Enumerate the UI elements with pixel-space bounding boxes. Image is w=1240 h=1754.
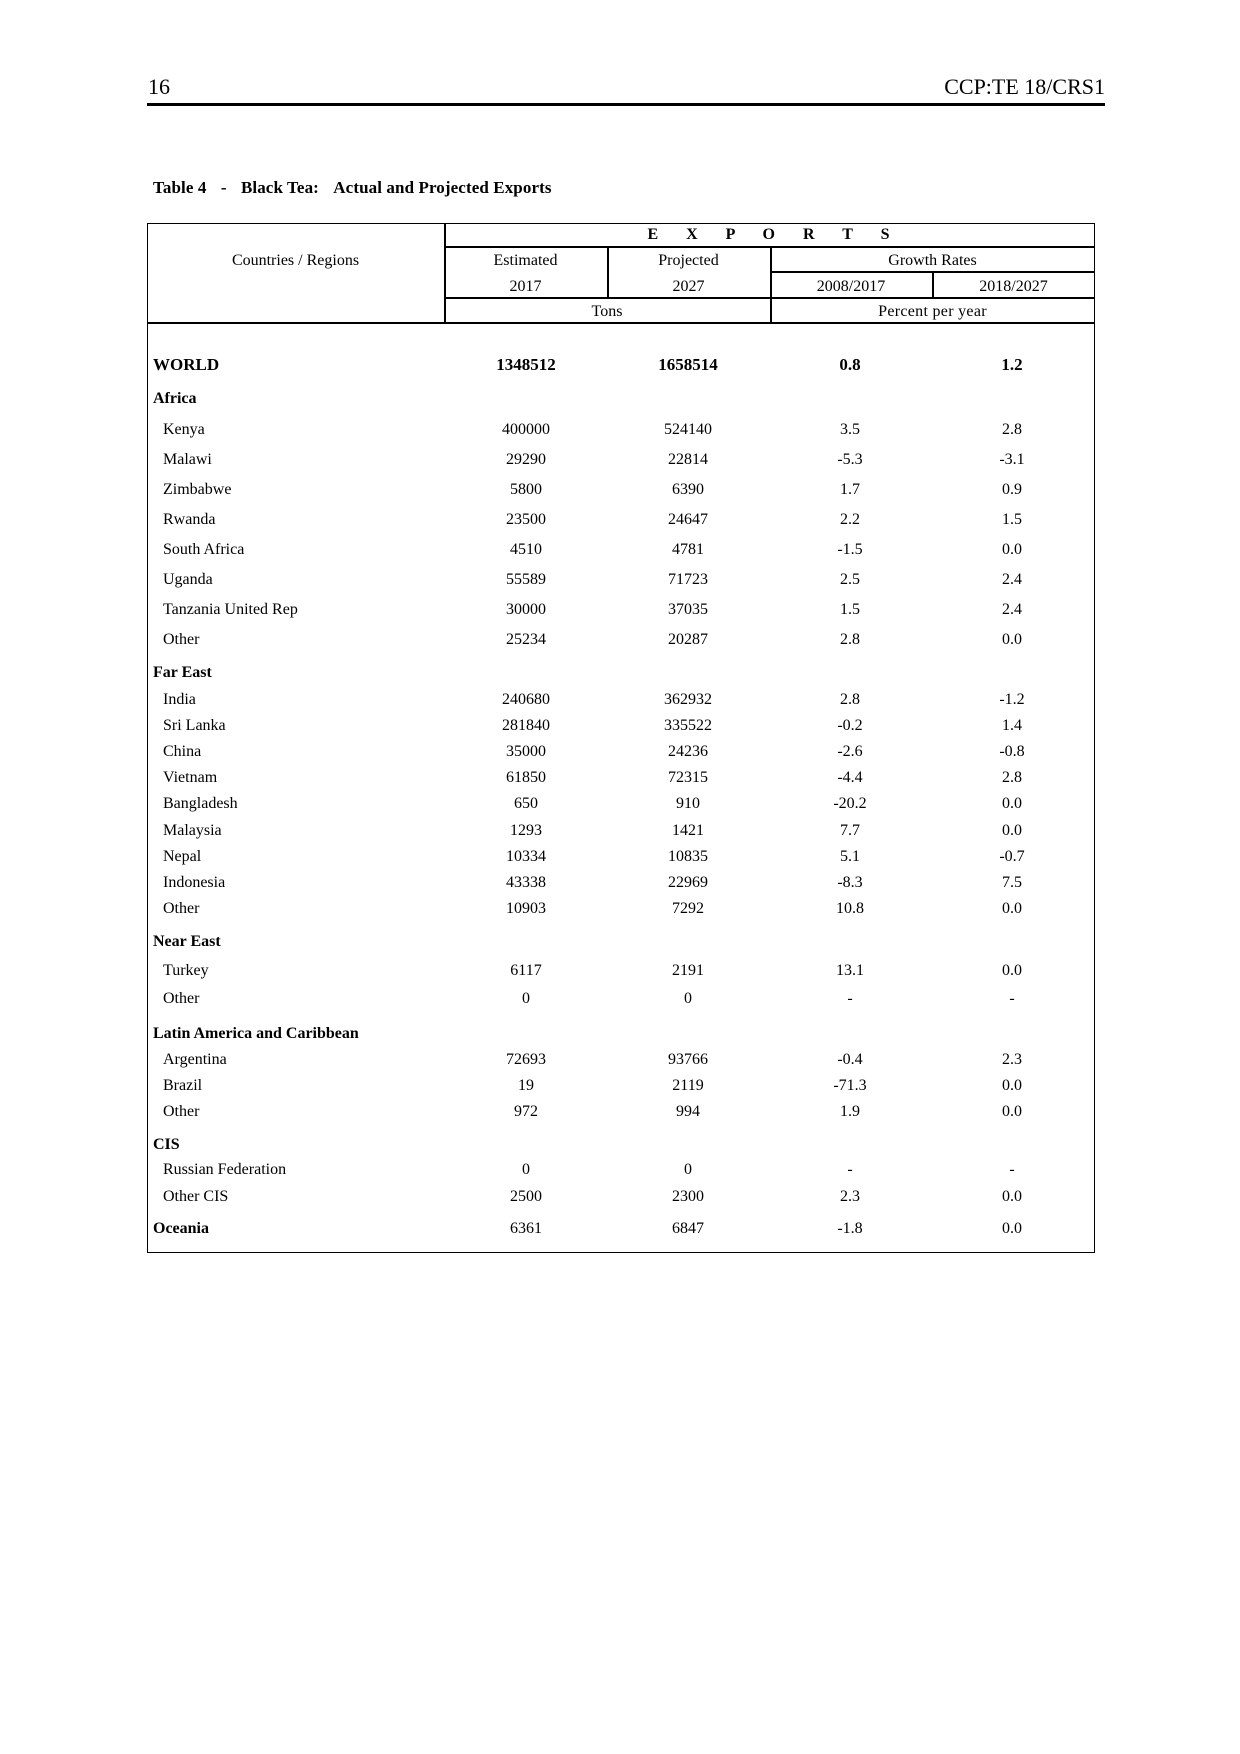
cell-projected: 22969 (668, 874, 708, 891)
cell-growth-1: 2.8 (840, 691, 860, 708)
cell-estimated: 23500 (506, 511, 546, 528)
table-row (0, 664, 1240, 690)
header-line-bottom (147, 322, 1095, 324)
cell-growth-1: -4.4 (837, 769, 863, 786)
cell-growth-2: 2.4 (1002, 571, 1022, 588)
cell-estimated: 19 (518, 1077, 534, 1094)
header-unit-percent: Percent per year (878, 303, 987, 320)
cell-growth-2: 1.2 (1001, 355, 1023, 374)
cell-growth-1: 5.1 (840, 848, 860, 865)
table-number: Table 4 (153, 178, 207, 197)
header-projected-year: 2027 (672, 278, 705, 295)
table-row (0, 631, 1240, 657)
table-row (0, 933, 1240, 959)
table-row (0, 822, 1240, 848)
cell-growth-1: 3.5 (840, 421, 860, 438)
document-code: CCP:TE 18/CRS1 (944, 74, 1105, 99)
cell-growth-1: -1.8 (837, 1220, 863, 1237)
cell-projected: 6847 (672, 1220, 704, 1237)
cell-growth-1: -8.3 (837, 874, 863, 891)
table-row (0, 451, 1240, 477)
cell-estimated: 25234 (506, 631, 546, 648)
cell-growth-1: 1.9 (840, 1103, 860, 1120)
row-label: Malawi (163, 451, 212, 468)
row-label: WORLD (153, 355, 220, 374)
row-label: Other (163, 1103, 200, 1120)
cell-growth-1: -1.5 (837, 541, 863, 558)
header-growth-period-1: 2008/2017 (816, 278, 886, 295)
cell-projected: 10835 (668, 848, 708, 865)
cell-estimated: 1293 (510, 822, 542, 839)
header-estimated: Estimated (493, 252, 558, 269)
header-rule (147, 103, 1105, 106)
cell-projected: 24236 (668, 743, 708, 760)
cell-estimated: 61850 (506, 769, 546, 786)
table-title-separator: - (220, 178, 227, 197)
cell-estimated: 4510 (510, 541, 542, 558)
cell-growth-1: 1.7 (840, 481, 860, 498)
cell-estimated: 30000 (506, 601, 546, 618)
cell-estimated: 0 (522, 1161, 530, 1178)
cell-growth-2: 7.5 (1002, 874, 1022, 891)
cell-growth-1: -2.6 (837, 743, 863, 760)
table-row (0, 848, 1240, 874)
cell-growth-2: - (1009, 990, 1015, 1007)
cell-growth-2: -3.1 (999, 451, 1025, 468)
row-label: Latin America and Caribbean (153, 1025, 359, 1042)
table-row (0, 1161, 1240, 1187)
cell-growth-2: 0.0 (1002, 962, 1022, 979)
cell-estimated: 10903 (506, 900, 546, 917)
cell-growth-2: 1.5 (1002, 511, 1022, 528)
cell-growth-2: 0.0 (1002, 541, 1022, 558)
cell-growth-2: 0.0 (1002, 1188, 1022, 1205)
cell-estimated: 5800 (510, 481, 542, 498)
table-row (0, 717, 1240, 743)
cell-projected: 524140 (664, 421, 712, 438)
cell-growth-2: - (1009, 1161, 1015, 1178)
cell-projected: 4781 (672, 541, 704, 558)
row-label: Uganda (163, 571, 213, 588)
header-growth-period-2: 2018/2027 (979, 278, 1048, 295)
cell-growth-1: -71.3 (833, 1077, 867, 1094)
cell-growth-2: 0.0 (1002, 822, 1022, 839)
table-row (0, 795, 1240, 821)
cell-estimated: 2500 (510, 1188, 542, 1205)
table-row (0, 1136, 1240, 1162)
table-row (0, 1025, 1240, 1051)
cell-growth-1: - (847, 990, 853, 1007)
cell-estimated: 650 (514, 795, 538, 812)
header-countries-regions: Countries / Regions (231, 252, 360, 269)
cell-growth-2: 2.8 (1002, 421, 1022, 438)
row-label: India (163, 691, 196, 708)
cell-growth-2: 0.9 (1002, 481, 1022, 498)
cell-growth-2: 0.0 (1002, 1077, 1022, 1094)
cell-projected: 72315 (668, 769, 708, 786)
cell-projected: 1421 (672, 822, 704, 839)
cell-projected: 20287 (668, 631, 708, 648)
row-label: Other (163, 990, 200, 1007)
cell-projected: 2300 (672, 1188, 704, 1205)
row-label: Indonesia (163, 874, 226, 891)
table-row (0, 390, 1240, 416)
row-label: Sri Lanka (163, 717, 226, 734)
header-unit-tons: Tons (591, 303, 623, 320)
cell-projected: 2191 (672, 962, 704, 979)
page-number: 16 (148, 74, 170, 99)
cell-projected: 1658514 (658, 355, 718, 374)
cell-projected: 22814 (668, 451, 708, 468)
cell-growth-1: 1.5 (840, 601, 860, 618)
row-label: Russian Federation (163, 1161, 287, 1178)
cell-growth-1: 2.5 (840, 571, 860, 588)
cell-growth-1: -5.3 (837, 451, 863, 468)
cell-projected: 0 (684, 1161, 692, 1178)
row-label: South Africa (163, 541, 245, 558)
cell-growth-1: 10.8 (836, 900, 864, 917)
cell-estimated: 55589 (506, 571, 546, 588)
cell-estimated: 972 (514, 1103, 538, 1120)
cell-growth-2: 0.0 (1002, 631, 1022, 648)
cell-growth-1: 7.7 (840, 822, 860, 839)
cell-estimated: 281840 (502, 717, 550, 734)
cell-growth-2: 0.0 (1002, 795, 1022, 812)
row-label: Turkey (163, 962, 209, 979)
cell-estimated: 6117 (510, 962, 542, 979)
table-row (0, 421, 1240, 447)
cell-projected: 362932 (664, 691, 712, 708)
table-subject: Black Tea: (240, 178, 319, 197)
cell-projected: 71723 (668, 571, 708, 588)
cell-projected: 6390 (672, 481, 704, 498)
row-label: Nepal (163, 848, 202, 865)
cell-estimated: 0 (522, 990, 530, 1007)
table-row (0, 1103, 1240, 1129)
cell-estimated: 35000 (506, 743, 546, 760)
row-label: Other CIS (163, 1188, 229, 1205)
cell-growth-2: 0.0 (1002, 1103, 1022, 1120)
cell-growth-1: 2.3 (840, 1188, 860, 1205)
cell-projected: 994 (676, 1103, 700, 1120)
cell-growth-1: -0.4 (837, 1051, 863, 1068)
row-label: China (163, 743, 202, 760)
table-row (0, 1188, 1240, 1214)
cell-growth-2: 2.8 (1002, 769, 1022, 786)
header-projected: Projected (658, 252, 719, 269)
cell-growth-2: -0.7 (999, 848, 1025, 865)
table-row (0, 511, 1240, 537)
cell-growth-2: 0.0 (1002, 1220, 1022, 1237)
table-row (0, 900, 1240, 926)
cell-projected: 37035 (668, 601, 708, 618)
cell-growth-2: -0.8 (999, 743, 1025, 760)
row-label: Near East (153, 933, 221, 950)
table-row (0, 1051, 1240, 1077)
table-row (0, 1077, 1240, 1103)
cell-projected: 24647 (668, 511, 708, 528)
table-row (0, 874, 1240, 900)
cell-estimated: 6361 (510, 1220, 542, 1237)
cell-growth-2: 1.4 (1002, 717, 1022, 734)
cell-growth-2: -1.2 (999, 691, 1025, 708)
cell-growth-2: 2.3 (1002, 1051, 1022, 1068)
cell-estimated: 10334 (506, 848, 546, 865)
table-description: Actual and Projected Exports (333, 178, 552, 197)
cell-projected: 7292 (672, 900, 704, 917)
row-label: Vietnam (163, 769, 218, 786)
cell-estimated: 240680 (502, 691, 550, 708)
table-row (0, 601, 1240, 627)
cell-projected: 93766 (668, 1051, 708, 1068)
header-estimated-year: 2017 (509, 278, 542, 295)
row-label: Far East (153, 664, 212, 681)
cell-estimated: 29290 (506, 451, 546, 468)
row-label: Zimbabwe (163, 481, 232, 498)
row-label: Brazil (163, 1077, 203, 1094)
row-label: Other (163, 631, 200, 648)
cell-projected: 910 (676, 795, 700, 812)
row-label: Malaysia (163, 822, 222, 839)
cell-projected: 2119 (672, 1077, 704, 1094)
row-label: Tanzania United Rep (163, 601, 298, 618)
table-row (0, 962, 1240, 988)
table-row (0, 990, 1240, 1016)
cell-growth-2: 0.0 (1002, 900, 1022, 917)
cell-growth-2: 2.4 (1002, 601, 1022, 618)
table-row (0, 571, 1240, 597)
table-row (0, 769, 1240, 795)
row-label: Oceania (153, 1220, 209, 1237)
table-row (0, 1220, 1240, 1246)
cell-estimated: 72693 (506, 1051, 546, 1068)
table-title (153, 178, 552, 198)
table-row (0, 691, 1240, 717)
table-row (0, 743, 1240, 769)
cell-growth-1: - (847, 1161, 853, 1178)
cell-estimated: 1348512 (496, 355, 556, 374)
row-label: Other (163, 900, 200, 917)
cell-growth-1: -0.2 (837, 717, 863, 734)
row-label: Bangladesh (163, 795, 238, 812)
cell-projected: 0 (684, 990, 692, 1007)
cell-growth-1: -20.2 (833, 795, 867, 812)
header-exports: E X P O R T S (647, 226, 902, 243)
row-label: Rwanda (163, 511, 216, 528)
row-label: Africa (153, 390, 197, 407)
cell-growth-1: 2.8 (840, 631, 860, 648)
cell-estimated: 400000 (502, 421, 550, 438)
table-row (0, 541, 1240, 567)
cell-growth-1: 13.1 (836, 962, 864, 979)
row-label: Kenya (163, 421, 205, 438)
header-growth-rates: Growth Rates (888, 252, 977, 269)
table-row (0, 481, 1240, 507)
row-label: Argentina (163, 1051, 227, 1068)
cell-estimated: 43338 (506, 874, 546, 891)
cell-growth-1: 0.8 (839, 355, 861, 374)
cell-projected: 335522 (664, 717, 712, 734)
cell-growth-1: 2.2 (840, 511, 860, 528)
table-row (0, 355, 1240, 381)
row-label: CIS (153, 1136, 180, 1153)
